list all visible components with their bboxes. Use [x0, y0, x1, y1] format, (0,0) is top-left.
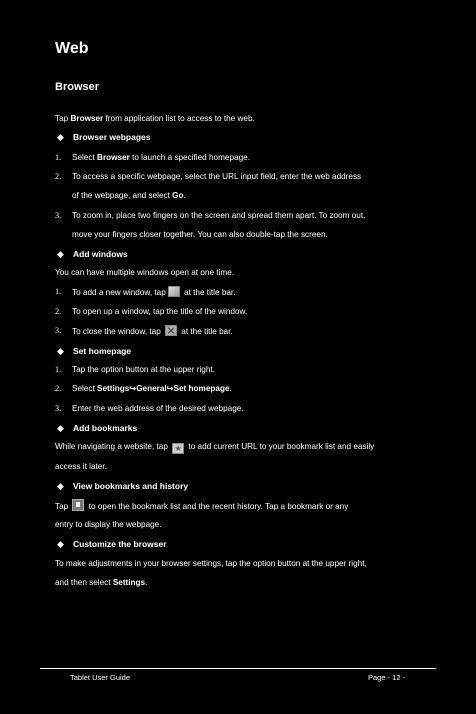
bullet-icon: ◆ — [57, 249, 64, 259]
paragraph: Tap to open the bookmark list and the recent history. Tap a bookmark or any — [55, 499, 398, 513]
list-number: 2. — [55, 384, 62, 393]
heading-customize-browser: Customize the browser — [73, 539, 167, 549]
list-item: Select Settings↪General↪Set homepage. — [72, 384, 232, 393]
page-title: Web — [55, 40, 89, 57]
heading-add-bookmarks: Add bookmarks — [73, 423, 138, 433]
list-number: 2. — [55, 172, 62, 181]
list-number: 3. — [55, 404, 62, 413]
list-item: Tap the option button at the upper right. — [72, 365, 215, 374]
list-item: To access a specific webpage, select the URL input field, enter the web address — [72, 172, 362, 181]
section-subtitle: Browser — [55, 81, 100, 93]
bookmarks-icon — [72, 499, 84, 511]
list-number: 1. — [55, 287, 62, 296]
list-item: Enter the web address of the desired webpage. — [72, 404, 244, 413]
paragraph-continued: access it later. — [55, 462, 107, 471]
list-item: To open up a window, tap the title of the window. — [72, 307, 248, 316]
footer-divider — [40, 668, 436, 669]
list-number: 2. — [55, 307, 62, 316]
list-number: 3. — [55, 211, 62, 220]
list-item: To add a new window, tap at the title bar. — [72, 288, 236, 297]
footer-page-number: Page - 12 - — [368, 673, 406, 682]
heading-add-windows: Add windows — [73, 249, 128, 259]
heading-browser-webpages: Browser webpages — [73, 132, 151, 142]
paragraph-continued: and then select Settings. — [55, 578, 148, 587]
bullet-icon: ◆ — [57, 423, 64, 433]
paragraph: You can have multiple windows open at one time. — [55, 268, 235, 277]
paragraph: While navigating a website, tap ★ to add current URL to your bookmark list and easily — [55, 442, 375, 453]
list-number: 3. — [55, 326, 62, 335]
list-item-continued: of the webpage, and select Go. — [72, 191, 186, 200]
new-window-icon — [168, 286, 180, 297]
bullet-icon: ◆ — [57, 539, 64, 549]
list-number: 1. — [55, 153, 62, 162]
list-item: To zoom in, place two fingers on the screen and spread them apart. To zoom out, — [72, 211, 366, 220]
paragraph-continued: entry to display the webpage. — [55, 520, 162, 529]
heading-view-bookmarks-history: View bookmarks and history — [73, 481, 189, 491]
intro-paragraph: Tap Browser from application list to access to the web. — [55, 114, 255, 123]
paragraph: To make adjustments in your browser settings, tap the option button at the upper right, — [55, 559, 367, 568]
list-item: Select Browser to launch a specified homepage. — [72, 153, 250, 162]
footer-guide-title: Tablet User Guide — [70, 673, 131, 682]
heading-set-homepage: Set homepage — [73, 346, 132, 356]
bullet-icon: ◆ — [57, 132, 64, 142]
star-bookmark-icon: ★ — [172, 443, 184, 454]
list-item: To close the window, tap at the title bar. — [72, 327, 233, 336]
list-number: 1. — [55, 365, 62, 374]
list-item-continued: move your fingers closer together. You can also double-tap the screen. — [72, 230, 328, 239]
close-window-icon — [165, 325, 177, 336]
bullet-icon: ◆ — [57, 481, 64, 491]
bullet-icon: ◆ — [57, 346, 64, 356]
